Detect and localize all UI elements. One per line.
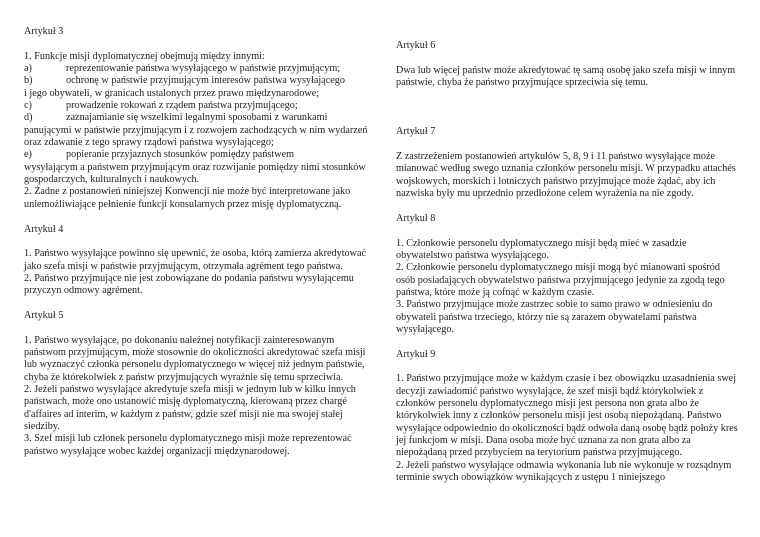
paragraph: Dwa lub więcej państw może akredytować tę samą osobę jako szefa misji w innym państwie, chyba że państwo przyjmujące sprzeciwia się temu. [396, 64, 736, 89]
paragraph: 1. Państwo wysyłające, po dokonaniu należnej notyfikacji zainteresowanym państwom przyjmującym, może stosownie do okoliczności akredytować szefa misji lub wyznaczyć członka personelu dyplomatycznego w więcej niż jednym państwie, chyba że którekolwiek z państw przyjmujących wyraźnie się temu sprzeciwia. [24, 334, 366, 383]
paragraph: 1. Państwo wysyłające powinno się upewnić, że osoba, którą zamierza akredytować jako szefa misji w państwie przyjmującym, otrzymała agrément tego państwa. [24, 248, 367, 272]
paragraph: 1. Państwo przyjmujące może w każdym czasie i bez obowiązku uzasadnienia swej decyzji zawiadomić państwo wysyłające, że szef misji bądź którykolwiek z członków personelu dyplomatycznego misji jest persona non grata albo że którykolwiek inny z członków personelu misji jest osobą niepożądaną. Państwo wysyłające odpowiednio do okoliczności bądź odwoła daną osobę bądź położy kres jej funkcjom w misji. Dana osoba może być uznana za non grata albo za niepożądaną przed przybyciem na terytorium państwa przyjmującego. [396, 373, 738, 459]
list-item-text: ochronę w państwie przyjmującym interesów państwa wysyłającego [66, 75, 345, 87]
article-9 [396, 349, 740, 485]
article-heading: Artykuł 9 [396, 348, 436, 360]
paragraph: 3. Szef misji lub członek personelu dyplomatycznego misji może reprezentować państwo wysyłające wobec każdej organizacji międzynarodowej. [24, 433, 352, 457]
paragraph: 2. Członkowie personelu dyplomatycznego misji mogą być mianowani spośród osób posiadających obywatelstwo państwa przyjmującego jedynie za zgodą tego państwa, które może ją cofnąć w każdym czasie. [396, 262, 725, 298]
list-item [24, 149, 372, 161]
list-item [24, 100, 372, 112]
article-heading: Artykuł 3 [24, 26, 64, 37]
left-column [24, 26, 372, 458]
article-heading: Artykuł 7 [396, 126, 436, 138]
list-item-text: prowadzenie rokowań z rządem państwa przyjmującego; [66, 100, 298, 112]
list-item [24, 75, 372, 87]
list-item-text: zaznajamianie się wszelkimi legalnymi sposobami z warunkami [66, 112, 328, 124]
article-4 [24, 224, 372, 298]
article-heading: Artykuł 6 [396, 40, 436, 51]
list-item-continuation: i jego obywateli, w granicach ustalonych przez prawo międzynarodowe; [24, 87, 320, 99]
right-column [396, 40, 740, 484]
paragraph: 2. Żadne z postanowień niniejszej Konwencji nie może być interpretowane jako uniemożliwiające pełnienie funkcji konsularnych przez misję dyplomatyczną. [24, 186, 351, 210]
list-item-label: a) [24, 63, 32, 75]
list-item-label: b) [24, 75, 33, 87]
paragraph: 2. Jeżeli państwo wysyłające akredytuje szefa misji w jednym lub w kilku innych państwach, może ono ustanowić misję dyplomatyczną, kierowaną przez chargé d'affaires ad interim, w każdym z państw, gdzie szef misji nie ma swojej stałej siedziby. [24, 383, 356, 432]
article-8 [396, 213, 740, 336]
paragraph: 2. Jeżeli państwo wysyłające odmawia wykonania lub nie wykonuje w rozsądnym terminie swych obowiązków wynikających z ustępu 1 niniejszego [396, 459, 732, 484]
list-item-continuation: panującymi w państwie przyjmującym i z rozwojem zachodzących w nim wydarzeń oraz zdawanie z tego sprawy rządowi państwa wysyłającego; [24, 124, 368, 149]
article-3 [24, 26, 372, 211]
list-item [24, 63, 372, 75]
article-6 [396, 40, 740, 89]
list-item-label: e) [24, 149, 32, 161]
article-5 [24, 310, 372, 458]
list-item-text: reprezentowanie państwa wysyłającego w państwie przyjmującym; [66, 63, 341, 75]
list-item-label: c) [24, 100, 32, 112]
paragraph: 3. Państwo przyjmujące może zastrzec sobie to samo prawo w odniesieniu do obywateli państwa trzeciego, którzy nie są zarazem obywatelami państwa wysyłającego. [396, 299, 713, 335]
list-item-continuation: wysyłającym a państwem przyjmującym oraz rozwijanie pomiędzy nimi stosunków gospodarczych, kulturalnych i naukowych. [24, 161, 366, 186]
list-item-label: d) [24, 112, 33, 124]
article-heading: Artykuł 4 [24, 223, 64, 235]
article-7 [396, 126, 740, 200]
paragraph: Z zastrzeżeniem postanowień artykułów 5, 8, 9 i 11 państwo wysyłające może mianować według swego uznania członków personelu misji. W przypadku attachés wojskowych, morskich i lotniczych państwo przyjmujące może żądać, aby ich nazwiska były mu uprzednio przedłożone celem wyrażenia na nie zgody. [396, 151, 736, 200]
list-item-text: popieranie przyjaznych stosunków pomiędzy państwem [66, 149, 295, 161]
article-heading: Artykuł 8 [396, 212, 436, 224]
paragraph: 1. Członkowie personelu dyplomatycznego misji będą mieć w zasadzie obywatelstwo państwa wysyłającego. [396, 237, 687, 261]
list-item [24, 112, 372, 124]
paragraph: 1. Funkcje misji dyplomatycznej obejmują między innymi: [24, 50, 265, 62]
article-heading: Artykuł 5 [24, 309, 64, 321]
paragraph: 2. Państwo przyjmujące nie jest zobowiązane do podania państwu wysyłającemu przyczyn odmowy agrément. [24, 272, 354, 297]
